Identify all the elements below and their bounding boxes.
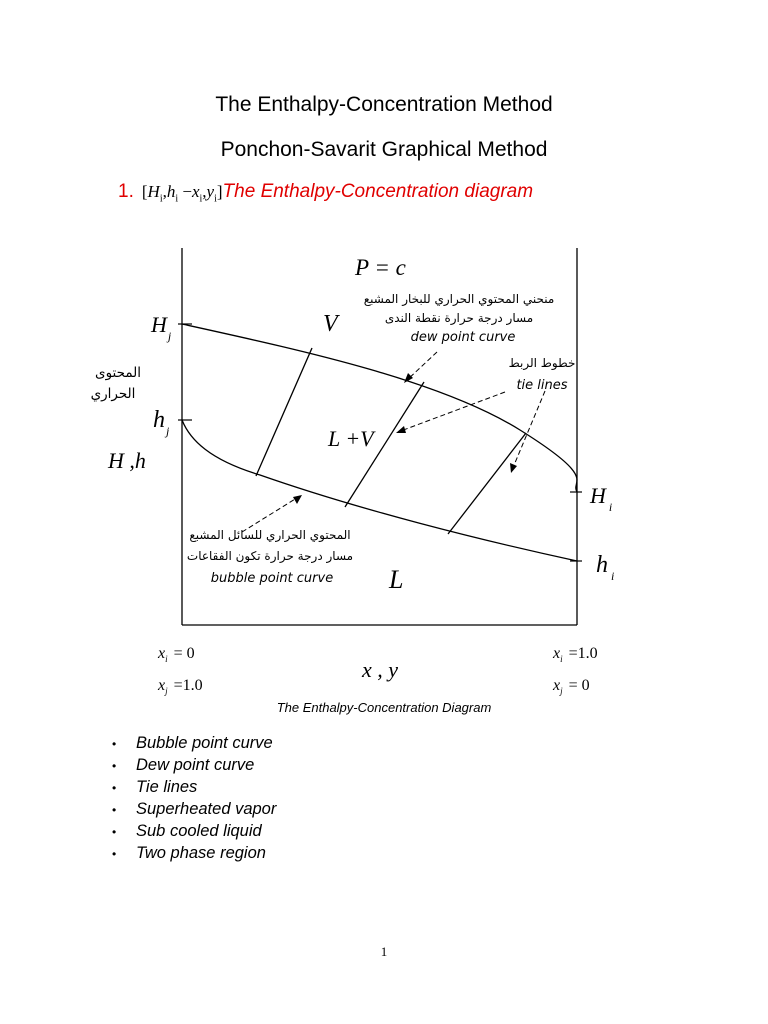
bullet-list [112,733,276,865]
list-item [112,799,276,821]
list-item [112,843,276,865]
xj-right-label: $x_j = 0$ [553,677,590,696]
bubble-pointer [242,496,300,532]
list-item-text: Sub cooled liquid [136,822,262,840]
figure-caption: The Enthalpy-Concentration Diagram [276,700,492,715]
tie-pointer-2 [512,391,545,470]
x-axis-label: x , y [362,657,399,682]
bubble-arrowhead [293,495,302,504]
list-item-text: Two phase region [136,844,266,862]
title-line-2: Ponchon-Savarit Graphical Method [220,138,548,161]
xi-right-value: =1.0 [568,645,598,662]
Hj-label: $H_j$ [151,312,172,343]
y-axis-arabic-line1: المحتوى [95,365,141,381]
pressure-label: P = c [355,255,406,280]
list-item [112,821,276,843]
tie-arabic-label: خطوط الربط [508,356,576,370]
tie-english-label: tie lines [516,378,568,393]
bullet-icon: • [112,781,117,795]
list-item-text: Tie lines [136,778,198,796]
hj-label: $h_j$ [153,407,170,438]
vapor-region-label: V [323,311,338,337]
liquid-region-label: L [389,565,404,594]
section-label: The Enthalpy-Concentration diagram [222,181,534,202]
xj-left-label: $x_j =1.0$ [158,677,203,696]
xj-left-value: =1.0 [173,677,203,694]
title-line-1: The Enthalpy-Concentration Method [215,93,553,116]
list-item-text: Bubble point curve [136,734,273,752]
section-heading [118,181,533,204]
bullet-icon: • [112,847,117,861]
dew-arabic-line2: مسار درجة حرارة نقطة الندى [384,311,534,325]
dew-english-label: dew point curve [410,330,516,345]
bubble-arabic-line2: مسار درجة حرارة تكون الفقاعات [186,549,354,563]
bubble-english-label: bubble point curve [210,571,334,586]
y-axis-arabic-line2: الحراري [90,386,136,402]
bullet-icon: • [112,803,117,817]
dew-arabic-line1: منحني المحتوي الحراري للبخار المشبع [363,292,555,306]
section-formula: $[H_i,h_i -x_i,y_i]$ [141,182,223,205]
bullet-icon: • [112,737,117,751]
list-item-text: Dew point curve [136,756,255,774]
xj-right-value: = 0 [568,677,590,694]
list-item [112,733,276,755]
xi-left-value: = 0 [173,645,195,662]
list-item-text: Superheated vapor [136,800,277,818]
two-phase-region-label: L +V [328,426,374,451]
xi-left-label: $x_i = 0$ [158,645,195,664]
enthalpy-concentration-diagram [0,230,768,700]
page-number: 1 [380,944,388,959]
tie-arrowhead-1 [396,426,406,433]
tie-line-3 [448,433,526,534]
hi-label: h $_i$ [596,552,615,583]
bullet-icon: • [112,759,117,773]
list-item [112,755,276,777]
Hi-label: H $_i$ [590,483,613,514]
bubble-arabic-line1: المحتوي الحراري للسائل المشبع [189,528,351,542]
dew-point-curve [182,324,577,492]
section-number: 1. [118,181,134,202]
y-axis-label: H ,h [108,448,146,473]
list-item [112,777,276,799]
bullet-icon: • [112,825,117,839]
tie-arrowhead-2 [510,463,517,473]
xi-right-label: $x_i =1.0$ [553,645,598,664]
tie-line-1 [256,348,312,476]
